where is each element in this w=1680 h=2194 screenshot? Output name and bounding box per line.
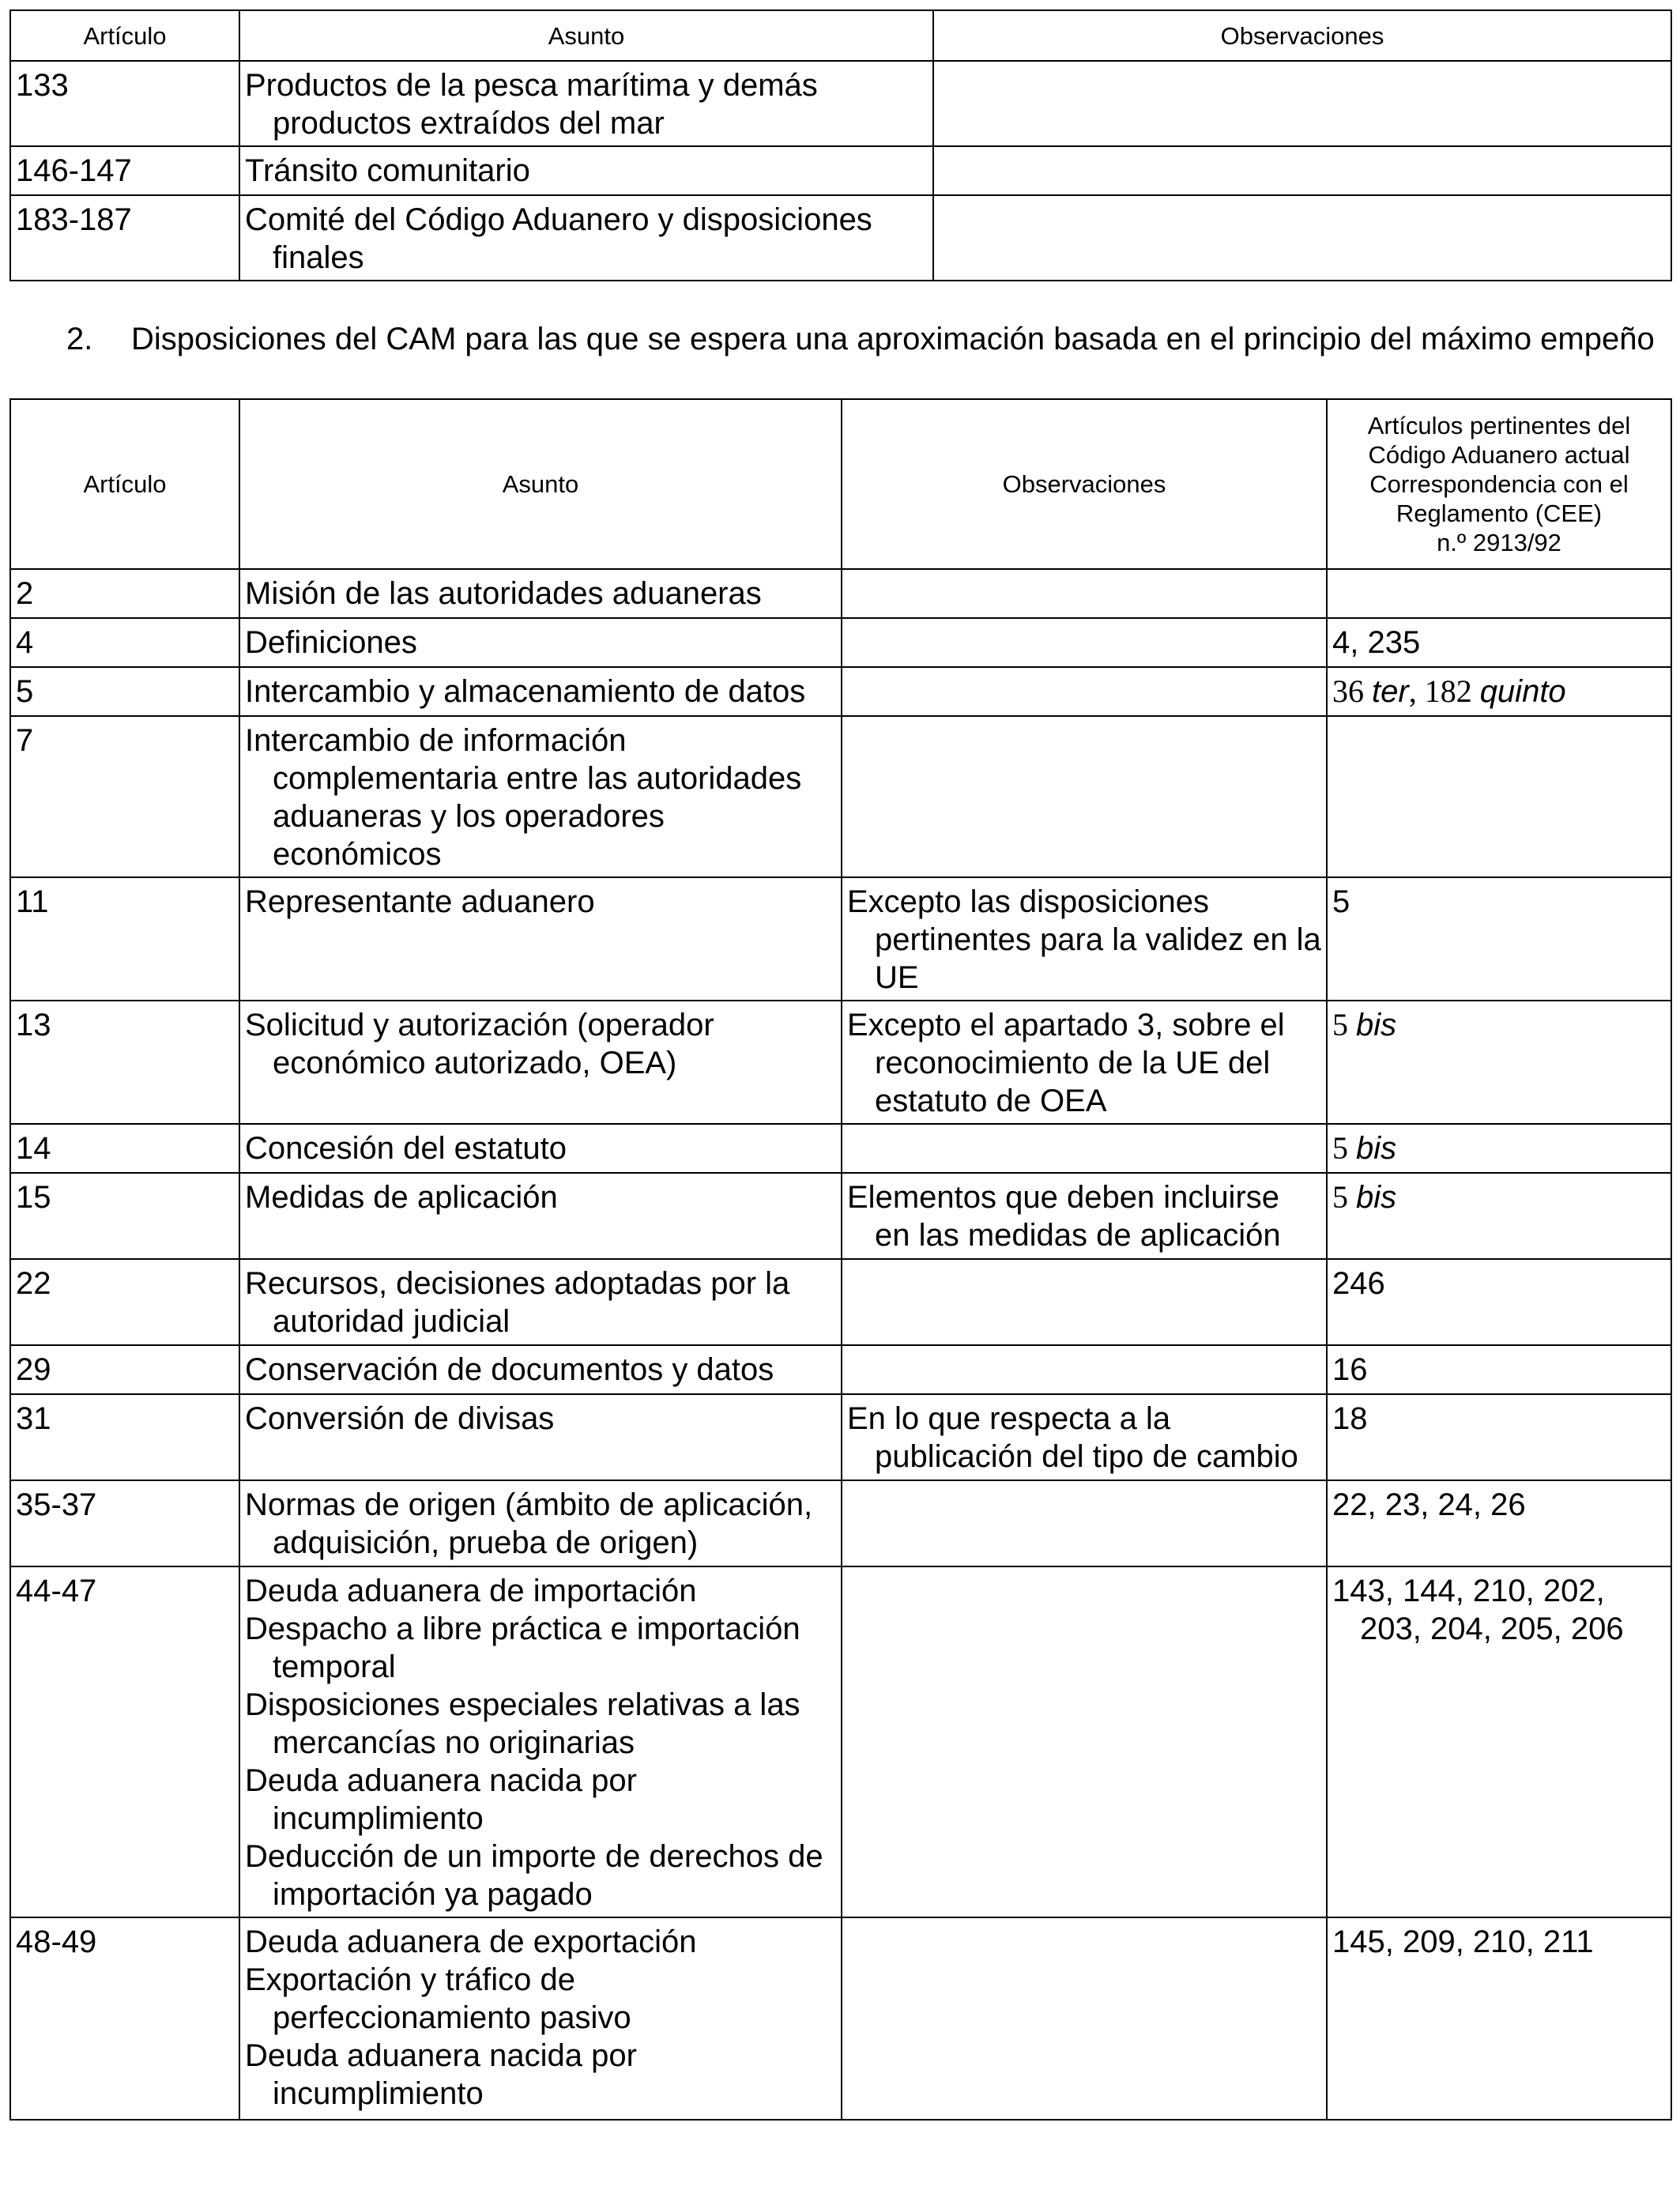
cell-line: Deuda aduanera de importación bbox=[245, 1574, 697, 1608]
table-row bbox=[10, 1566, 1671, 1917]
header-observaciones: Observaciones bbox=[842, 399, 1327, 569]
table-row bbox=[10, 1001, 1671, 1124]
cell-articulo: 13 bbox=[10, 1001, 239, 1124]
cell-observaciones bbox=[842, 1259, 1327, 1345]
cell-line: Excepto las disposiciones pertinentes para la validez en la UE bbox=[847, 884, 1321, 995]
cell-asunto bbox=[239, 1345, 842, 1394]
cell-line: Exportación y tráfico de perfeccionamiento pasivo bbox=[245, 1962, 631, 2035]
cell-observaciones bbox=[842, 716, 1327, 877]
cell-observaciones bbox=[842, 1394, 1327, 1480]
cell-correspondencia bbox=[1327, 569, 1671, 618]
header-articulo: Artículo bbox=[10, 399, 239, 569]
header-asunto: Asunto bbox=[239, 399, 842, 569]
cell-line: Intercambio de información complementaria entre las autoridades aduaneras y los operadores económicos bbox=[245, 723, 802, 872]
cell-line: Productos de la pesca marítima y demás productos extraídos del mar bbox=[245, 68, 818, 141]
cell-text: 22, 23, 24, 26 bbox=[1332, 1487, 1526, 1522]
cell-line bbox=[1332, 1572, 1666, 1648]
table-row bbox=[10, 1917, 1671, 2120]
cell-observaciones bbox=[842, 1566, 1327, 1917]
cell-line: Intercambio y almacenamiento de datos bbox=[245, 674, 806, 709]
cell-line bbox=[1332, 1486, 1666, 1524]
cell-asunto bbox=[239, 1917, 842, 2120]
cell-line bbox=[1332, 1178, 1666, 1216]
cell-asunto bbox=[239, 1394, 842, 1480]
table-row bbox=[10, 569, 1671, 618]
cell-articulo: 4 bbox=[10, 618, 239, 667]
header-correspondencia-line: n.º 2913/92 bbox=[1437, 529, 1561, 556]
cell-text-italic: bis bbox=[1356, 1008, 1397, 1042]
cell-line: Definiciones bbox=[245, 625, 417, 660]
cell-text: 143, 144, 210, 202, 203, 204, 205, 206 bbox=[1332, 1574, 1624, 1646]
cell-text: 16 bbox=[1332, 1352, 1368, 1387]
cell-line: Elementos que deben incluirse en las medidas de aplicación bbox=[847, 1180, 1281, 1253]
cell-line: Recursos, decisiones adoptadas por la autoridad judicial bbox=[245, 1266, 790, 1339]
cell-articulo: 31 bbox=[10, 1394, 239, 1480]
cell-observaciones bbox=[842, 618, 1327, 667]
cell-articulo: 11 bbox=[10, 877, 239, 1001]
cell-correspondencia bbox=[1327, 1394, 1671, 1480]
cell-line: Deuda aduanera de exportación bbox=[245, 1924, 697, 1959]
cell-line: Despacho a libre práctica e importación temporal bbox=[245, 1612, 800, 1684]
cell-line: Tránsito comunitario bbox=[245, 153, 530, 188]
cell-asunto bbox=[239, 146, 933, 195]
cell-line bbox=[1332, 673, 1666, 711]
cell-articulo: 146-147 bbox=[10, 146, 239, 195]
cell-correspondencia bbox=[1327, 1173, 1671, 1259]
cell-correspondencia bbox=[1327, 618, 1671, 667]
cell-articulo: 2 bbox=[10, 569, 239, 618]
cell-line bbox=[1332, 883, 1666, 921]
cell-asunto bbox=[239, 877, 842, 1001]
table-row bbox=[10, 1480, 1671, 1566]
cell-line: Deuda aduanera nacida por incumplimiento bbox=[245, 2038, 637, 2111]
header-articulo: Artículo bbox=[10, 10, 239, 61]
cell-asunto bbox=[239, 618, 842, 667]
cell-line: Disposiciones especiales relativas a las mercancías no originarias bbox=[245, 1687, 800, 1760]
cell-asunto bbox=[239, 569, 842, 618]
cell-asunto bbox=[239, 1124, 842, 1173]
cell-asunto bbox=[239, 195, 933, 281]
cell-articulo: 133 bbox=[10, 61, 239, 146]
cell-line: Conservación de documentos y datos bbox=[245, 1352, 774, 1387]
cell-correspondencia bbox=[1327, 1566, 1671, 1917]
section-number: 2. bbox=[66, 322, 93, 356]
cell-asunto bbox=[239, 1259, 842, 1345]
cell-observaciones bbox=[842, 877, 1327, 1001]
table-row bbox=[10, 1259, 1671, 1345]
cell-line: Concesión del estatuto bbox=[245, 1131, 567, 1166]
cell-articulo: 44-47 bbox=[10, 1566, 239, 1917]
cell-asunto bbox=[239, 1480, 842, 1566]
cell-observaciones bbox=[933, 146, 1671, 195]
cell-correspondencia bbox=[1327, 877, 1671, 1001]
cell-articulo: 15 bbox=[10, 1173, 239, 1259]
cell-observaciones bbox=[842, 1917, 1327, 2120]
cell-text: 5 bbox=[1332, 1179, 1356, 1215]
cell-line bbox=[1332, 1400, 1666, 1438]
cell-articulo: 7 bbox=[10, 716, 239, 877]
table-row bbox=[10, 1173, 1671, 1259]
cell-text: , 182 bbox=[1408, 673, 1480, 709]
cell-correspondencia bbox=[1327, 667, 1671, 716]
cell-articulo: 183-187 bbox=[10, 195, 239, 281]
cell-line: Representante aduanero bbox=[245, 884, 595, 919]
table-body bbox=[10, 569, 1671, 2120]
cell-text: 4, 235 bbox=[1332, 625, 1421, 660]
cell-articulo: 35-37 bbox=[10, 1480, 239, 1566]
header-correspondencia-line: Correspondencia con el bbox=[1369, 470, 1629, 498]
table-row bbox=[10, 1394, 1671, 1480]
cell-observaciones bbox=[933, 195, 1671, 281]
cell-observaciones bbox=[842, 1173, 1327, 1259]
cell-line bbox=[1332, 1351, 1666, 1389]
table-row bbox=[10, 1124, 1671, 1173]
cell-correspondencia bbox=[1327, 1124, 1671, 1173]
cell-observaciones bbox=[842, 1001, 1327, 1124]
cell-articulo: 48-49 bbox=[10, 1917, 239, 2120]
cell-asunto bbox=[239, 716, 842, 877]
cell-asunto bbox=[239, 61, 933, 146]
cell-observaciones bbox=[842, 569, 1327, 618]
table-row bbox=[10, 618, 1671, 667]
table-second-part bbox=[9, 398, 1672, 2120]
cell-text: 18 bbox=[1332, 1401, 1368, 1436]
cell-observaciones bbox=[933, 61, 1671, 146]
table-header-row bbox=[10, 10, 1671, 61]
table-row bbox=[10, 716, 1671, 877]
cell-asunto bbox=[239, 1001, 842, 1124]
cell-line: Comité del Código Aduanero y disposiciones finales bbox=[245, 202, 872, 275]
cell-text: 5 bbox=[1332, 884, 1350, 919]
cell-correspondencia bbox=[1327, 716, 1671, 877]
cell-articulo: 29 bbox=[10, 1345, 239, 1394]
cell-line: Deuda aduanera nacida por incumplimiento bbox=[245, 1763, 637, 1836]
table-first-part bbox=[9, 9, 1672, 281]
cell-articulo: 14 bbox=[10, 1124, 239, 1173]
cell-text-italic: ter bbox=[1372, 674, 1409, 709]
header-correspondencia bbox=[1327, 399, 1671, 569]
table-row bbox=[10, 667, 1671, 716]
cell-text: 36 bbox=[1332, 673, 1372, 709]
table-row bbox=[10, 61, 1671, 146]
cell-line: Misión de las autoridades aduaneras bbox=[245, 576, 762, 611]
cell-correspondencia bbox=[1327, 1917, 1671, 2120]
cell-correspondencia bbox=[1327, 1480, 1671, 1566]
cell-line: Normas de origen (ámbito de aplicación, adquisición, prueba de origen) bbox=[245, 1487, 813, 1560]
cell-articulo: 5 bbox=[10, 667, 239, 716]
header-correspondencia-line: Código Aduanero actual bbox=[1368, 441, 1630, 469]
table-row bbox=[10, 1345, 1671, 1394]
section-heading bbox=[66, 320, 1655, 358]
cell-line: Solicitud y autorización (operador económico autorizado, OEA) bbox=[245, 1008, 714, 1080]
cell-asunto bbox=[239, 667, 842, 716]
table-header-row bbox=[10, 399, 1671, 569]
section-title: Disposiciones del CAM para las que se espera una aproximación basada en el principio del máximo empeño bbox=[131, 322, 1655, 356]
header-observaciones: Observaciones bbox=[933, 10, 1671, 61]
header-asunto: Asunto bbox=[239, 10, 933, 61]
cell-line bbox=[1332, 1129, 1666, 1167]
cell-correspondencia bbox=[1327, 1259, 1671, 1345]
cell-line: En lo que respecta a la publicación del tipo de cambio bbox=[847, 1401, 1298, 1474]
cell-line bbox=[1332, 1006, 1666, 1044]
cell-text: 246 bbox=[1332, 1266, 1385, 1301]
table-row bbox=[10, 195, 1671, 281]
cell-line bbox=[1332, 624, 1666, 662]
cell-line: Conversión de divisas bbox=[245, 1401, 555, 1436]
header-correspondencia-line: Reglamento (CEE) bbox=[1396, 499, 1603, 527]
cell-text-italic: bis bbox=[1356, 1180, 1397, 1215]
cell-text: 5 bbox=[1332, 1130, 1356, 1166]
header-correspondencia-line: Artículos pertinentes del bbox=[1367, 412, 1631, 439]
table-row bbox=[10, 877, 1671, 1001]
cell-asunto bbox=[239, 1173, 842, 1259]
cell-observaciones bbox=[842, 667, 1327, 716]
cell-observaciones bbox=[842, 1480, 1327, 1566]
cell-articulo: 22 bbox=[10, 1259, 239, 1345]
table-row bbox=[10, 146, 1671, 195]
cell-text: 5 bbox=[1332, 1007, 1356, 1042]
cell-line bbox=[1332, 1923, 1666, 1961]
cell-correspondencia bbox=[1327, 1001, 1671, 1124]
cell-correspondencia bbox=[1327, 1345, 1671, 1394]
cell-line: Medidas de aplicación bbox=[245, 1180, 558, 1215]
cell-line bbox=[1332, 1265, 1666, 1302]
cell-observaciones bbox=[842, 1124, 1327, 1173]
cell-text-italic: bis bbox=[1356, 1131, 1397, 1166]
cell-line: Deducción de un importe de derechos de importación ya pagado bbox=[245, 1839, 823, 1912]
cell-observaciones bbox=[842, 1345, 1327, 1394]
cell-text: 145, 209, 210, 211 bbox=[1332, 1924, 1594, 1959]
cell-asunto bbox=[239, 1566, 842, 1917]
table-body bbox=[10, 61, 1671, 281]
cell-text-italic: quinto bbox=[1479, 674, 1566, 709]
cell-line: Excepto el apartado 3, sobre el reconocimiento de la UE del estatuto de OEA bbox=[847, 1008, 1285, 1118]
